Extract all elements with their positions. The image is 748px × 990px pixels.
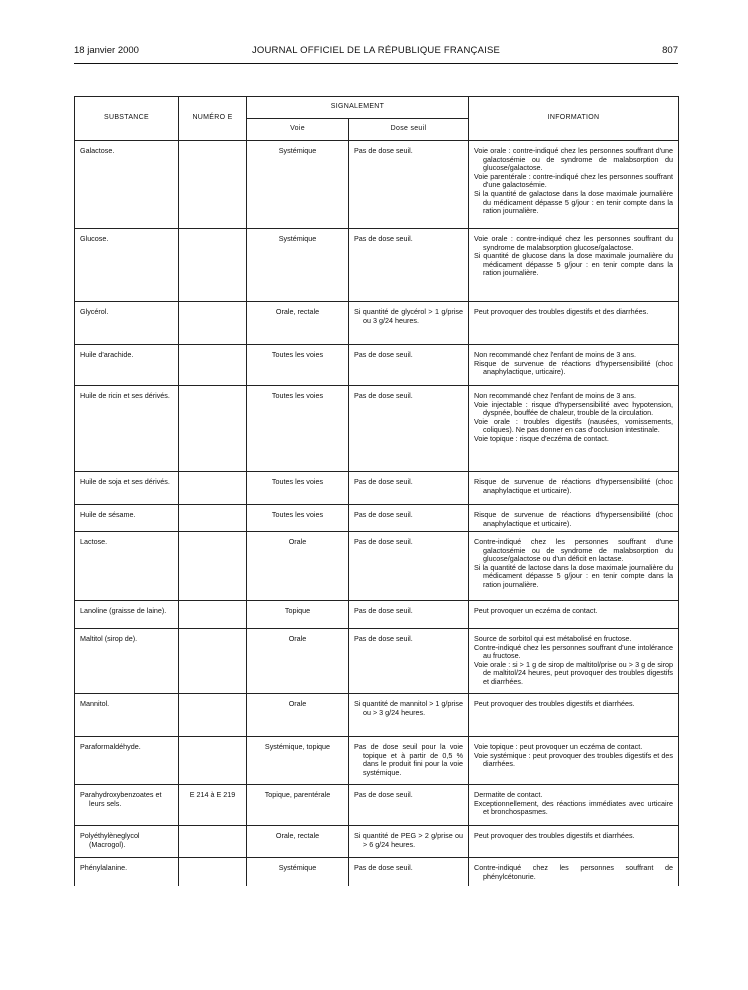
dose-text: Si quantité de PEG > 2 g/prise ou > 6 g/24 heures. xyxy=(354,831,464,849)
numero-cell xyxy=(179,386,247,472)
information-line: Contre-indiqué chez les personnes souffrant de phénylcétonurie. xyxy=(474,863,674,881)
col-header-voie: Voie xyxy=(247,119,349,141)
dose-text: Pas de dose seuil. xyxy=(354,606,413,615)
substance-name: Huile de sésame. xyxy=(80,510,136,519)
substance-cell xyxy=(75,302,179,345)
header-journal-title: JOURNAL OFFICIEL DE LA RÉPUBLIQUE FRANÇAISE xyxy=(251,45,501,56)
dose-text: Pas de dose seuil pour la voie topique et à partir de 0,5 % dans le produit fini pour la voie systémique. xyxy=(354,742,464,777)
dose-cell xyxy=(349,229,469,302)
numero-cell xyxy=(179,345,247,386)
table-row xyxy=(75,694,679,737)
substance-cell xyxy=(75,386,179,472)
substance-name: Paraformaldéhyde. xyxy=(80,742,141,751)
table-row xyxy=(75,785,679,826)
dose-cell xyxy=(349,505,469,532)
voie-cell: Topique, parentérale xyxy=(247,785,349,826)
numero-cell: E 214 à E 219 xyxy=(179,785,247,826)
information-cell xyxy=(469,345,679,386)
dose-text: Si quantité de mannitol > 1 g/prise ou > 3 g/24 heures. xyxy=(354,699,464,717)
information-line: Non recommandé chez l'enfant de moins de 3 ans. xyxy=(474,350,637,359)
numero-cell xyxy=(179,505,247,532)
information-line: Si la quantité de galactose dans la dose maximale journalière du médicament dépasse 5 g/jour : en tenir compte dans la ration journalière. xyxy=(474,188,674,216)
col-header-signalement: SIGNALEMENT xyxy=(247,97,469,119)
dose-text: Pas de dose seuil. xyxy=(354,537,413,546)
numero-cell xyxy=(179,229,247,302)
substance-name: Parahydroxybenzoates et leurs sels. xyxy=(80,790,162,808)
information-line: Dermatite de contact. xyxy=(474,790,543,799)
header-date: 18 janvier 2000 xyxy=(74,45,139,56)
substance-cell xyxy=(75,229,179,302)
table-row xyxy=(75,386,679,472)
substance-name: Phénylalanine. xyxy=(80,863,128,872)
substance-cell xyxy=(75,601,179,629)
dose-cell xyxy=(349,858,469,887)
information-cell xyxy=(469,229,679,302)
substance-name: Glucose. xyxy=(80,234,109,243)
information-line: Voie topique : peut provoquer un eczéma de contact. xyxy=(474,742,643,751)
substance-name: Polyéthylèneglycol (Macrogol). xyxy=(80,831,140,849)
page-header xyxy=(74,44,678,58)
voie-cell: Orale xyxy=(247,694,349,737)
dose-cell xyxy=(349,532,469,601)
dose-text: Pas de dose seuil. xyxy=(354,146,413,155)
information-line: Voie injectable : risque d'hypersensibilité avec hypotension, dyspnée, bouffée de chaleur, trouble de la circulation. xyxy=(474,399,674,418)
information-line: Risque de survenue de réactions d'hypersensibilité (choc anaphylactique, urticaire). xyxy=(474,358,674,377)
dose-cell xyxy=(349,785,469,826)
information-line: Contre-indiqué chez les personnes souffrant d'une galactosémie ou de syndrome de malabsorption du glucose/galactose ou d'un déficit en lactase. xyxy=(474,537,674,564)
voie-cell: Orale xyxy=(247,532,349,601)
information-line: Si quantité de glucose dans la dose maximale journalière du médicament dépasse 5 g/jour : en tenir compte dans la ration journalière. xyxy=(474,251,674,278)
substance-cell xyxy=(75,472,179,505)
information-cell xyxy=(469,858,679,887)
voie-cell: Orale xyxy=(247,629,349,694)
dose-cell xyxy=(349,826,469,858)
table-row xyxy=(75,505,679,532)
dose-text: Pas de dose seuil. xyxy=(354,391,413,400)
information-cell xyxy=(469,826,679,858)
dose-text: Pas de dose seuil. xyxy=(354,634,413,643)
information-line: Exceptionnellement, des réactions immédiates avec urticaire et bronchospasmes. xyxy=(474,798,674,817)
dose-text: Pas de dose seuil. xyxy=(354,863,413,872)
information-line: Voie orale : contre-indiqué chez les personnes souffrant d'une galactosémie ou de syndrome de malabsorption du glucose/galactose. xyxy=(474,146,674,173)
information-line: Voie parentérale : contre-indiqué chez les personnes souffrant d'une galactosémie. xyxy=(474,171,674,190)
information-cell xyxy=(469,629,679,694)
information-line: Contre-indiqué chez les personnes souffrant d'une intolérance au fructose. xyxy=(474,642,674,661)
substance-cell xyxy=(75,505,179,532)
dose-cell xyxy=(349,472,469,505)
voie-cell: Systémique xyxy=(247,858,349,887)
information-cell xyxy=(469,532,679,601)
voie-cell: Orale, rectale xyxy=(247,302,349,345)
substance-cell xyxy=(75,826,179,858)
dose-text: Pas de dose seuil. xyxy=(354,790,413,799)
header-page-number: 807 xyxy=(662,45,678,56)
substance-name: Lactose. xyxy=(80,537,108,546)
table-row xyxy=(75,601,679,629)
col-header-substance: SUBSTANCE xyxy=(75,97,179,141)
information-cell xyxy=(469,302,679,345)
substance-cell xyxy=(75,532,179,601)
voie-cell: Toutes les voies xyxy=(247,386,349,472)
voie-cell: Topique xyxy=(247,601,349,629)
information-cell xyxy=(469,505,679,532)
substance-cell xyxy=(75,694,179,737)
information-line: Peut provoquer des troubles digestifs et diarrhées. xyxy=(474,699,635,708)
information-line: Voie systémique : peut provoquer des troubles digestifs et des diarrhées. xyxy=(474,750,674,769)
information-cell xyxy=(469,785,679,826)
dose-cell xyxy=(349,386,469,472)
header-rule xyxy=(74,63,678,64)
numero-cell xyxy=(179,472,247,505)
excipients-table xyxy=(74,96,679,886)
numero-cell xyxy=(179,532,247,601)
dose-text: Si quantité de glycérol > 1 g/prise ou 3 g/24 heures. xyxy=(354,307,464,325)
col-header-dose: Dose seuil xyxy=(349,119,469,141)
information-line: Voie orale : troubles digestifs (nausées, vomissements, coliques). Ne pas donner en cas d'occlusion intestinale. xyxy=(474,416,674,435)
dose-cell xyxy=(349,141,469,229)
dose-text: Pas de dose seuil. xyxy=(354,234,413,243)
substance-cell xyxy=(75,345,179,386)
voie-cell: Orale, rectale xyxy=(247,826,349,858)
information-cell xyxy=(469,694,679,737)
table-row xyxy=(75,629,679,694)
information-line: Risque de survenue de réactions d'hypersensibilité (choc anaphylactique et urticaire). xyxy=(474,510,674,528)
table-row xyxy=(75,532,679,601)
substance-name: Huile de soja et ses dérivés. xyxy=(80,477,170,486)
dose-cell xyxy=(349,302,469,345)
col-header-information: INFORMATION xyxy=(469,97,679,141)
table-row xyxy=(75,345,679,386)
dose-text: Pas de dose seuil. xyxy=(354,477,413,486)
voie-cell: Systémique xyxy=(247,229,349,302)
dose-cell xyxy=(349,601,469,629)
substance-name: Huile de ricin et ses dérivés. xyxy=(80,391,170,400)
table-row xyxy=(75,858,679,887)
information-line: Voie orale : contre-indiqué chez les personnes souffrant du syndrome de malabsorption glucose/galactose. xyxy=(474,234,674,252)
table-row xyxy=(75,141,679,229)
col-header-numero: NUMÉRO E xyxy=(179,97,247,141)
substance-name: Glycérol. xyxy=(80,307,109,316)
numero-cell xyxy=(179,737,247,785)
voie-cell: Toutes les voies xyxy=(247,505,349,532)
information-line: Source de sorbitol qui est métabolisé en fructose. xyxy=(474,634,632,643)
numero-cell xyxy=(179,858,247,887)
numero-cell xyxy=(179,601,247,629)
information-line: Voie topique : risque d'eczéma de contact. xyxy=(474,433,609,443)
dose-text: Pas de dose seuil. xyxy=(354,510,413,519)
dose-text: Pas de dose seuil. xyxy=(354,350,413,359)
voie-cell: Systémique xyxy=(247,141,349,229)
information-line: Peut provoquer un eczéma de contact. xyxy=(474,606,598,615)
substance-cell xyxy=(75,785,179,826)
numero-cell xyxy=(179,141,247,229)
voie-cell: Toutes les voies xyxy=(247,472,349,505)
information-cell xyxy=(469,472,679,505)
table-row xyxy=(75,737,679,785)
substance-cell xyxy=(75,858,179,887)
substance-name: Mannitol. xyxy=(80,699,110,708)
information-line: Peut provoquer des troubles digestifs et des diarrhées. xyxy=(474,307,649,316)
table-row xyxy=(75,302,679,345)
information-cell xyxy=(469,141,679,229)
information-line: Non recommandé chez l'enfant de moins de 3 ans. xyxy=(474,391,637,400)
table-row xyxy=(75,229,679,302)
substance-cell xyxy=(75,629,179,694)
voie-cell: Toutes les voies xyxy=(247,345,349,386)
substance-name: Maltitol (sirop de). xyxy=(80,634,138,643)
dose-cell xyxy=(349,629,469,694)
information-line: Risque de survenue de réactions d'hypersensibilité (choc anaphylactique et urticaire). xyxy=(474,477,674,495)
information-cell xyxy=(469,601,679,629)
substance-name: Huile d'arachide. xyxy=(80,350,134,359)
information-line: Si la quantité de lactose dans la dose maximale journalière du médicament dépasse 5 g/jour : en tenir compte dans la ration journalière. xyxy=(474,562,674,589)
information-line: Voie orale : si > 1 g de sirop de maltitol/prise ou > 3 g de sirop de maltitol/24 heures, peut provoquer des troubles digestifs et diarrhées. xyxy=(474,659,674,686)
table-row xyxy=(75,472,679,505)
dose-cell xyxy=(349,694,469,737)
dose-cell xyxy=(349,737,469,785)
substance-name: Lanoline (graisse de laine). xyxy=(80,606,167,615)
information-cell xyxy=(469,737,679,785)
numero-cell xyxy=(179,826,247,858)
dose-cell xyxy=(349,345,469,386)
numero-cell xyxy=(179,694,247,737)
voie-cell: Systémique, topique xyxy=(247,737,349,785)
information-line: Peut provoquer des troubles digestifs et diarrhées. xyxy=(474,831,635,840)
substance-cell xyxy=(75,141,179,229)
substance-name: Galactose. xyxy=(80,146,115,155)
numero-cell xyxy=(179,302,247,345)
substance-cell xyxy=(75,737,179,785)
numero-cell xyxy=(179,629,247,694)
information-cell xyxy=(469,386,679,472)
table-row xyxy=(75,826,679,858)
